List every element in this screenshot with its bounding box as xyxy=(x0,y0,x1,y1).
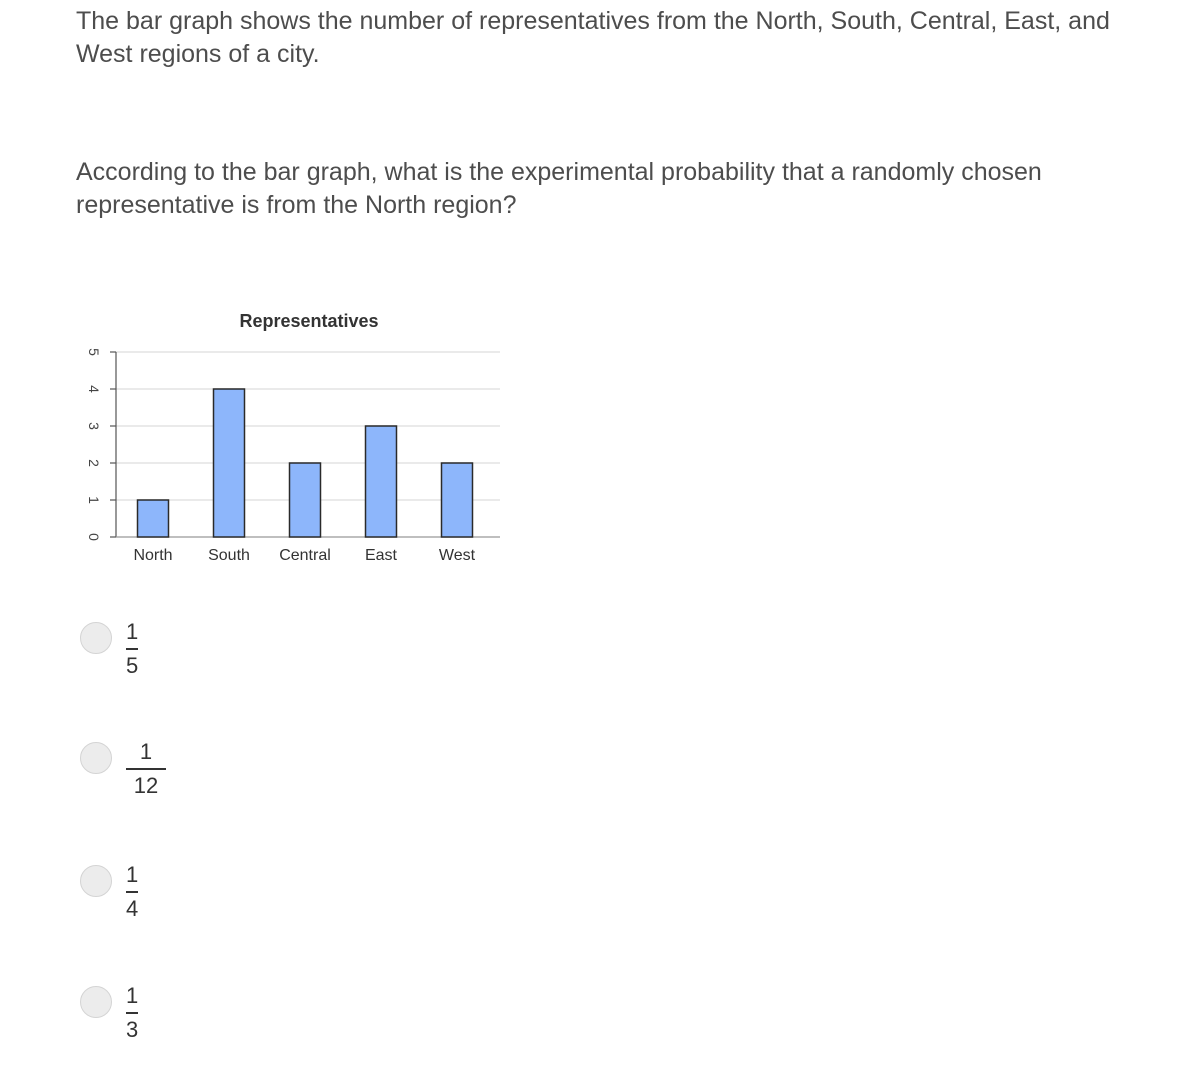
bar-west xyxy=(442,463,473,537)
fraction-4 xyxy=(126,983,138,1043)
x-tick-label-central: Central xyxy=(279,547,331,564)
bar-east xyxy=(366,426,397,537)
x-tick-label-north: North xyxy=(133,547,173,564)
fraction-1-denominator: 5 xyxy=(126,653,139,678)
fraction-4-bar xyxy=(126,1012,138,1014)
y-tick-label-3: 3 xyxy=(86,422,102,430)
y-tick-label-2: 2 xyxy=(86,459,102,467)
question-prompt: According to the bar graph, what is the experimental probability that a randomly chosen representative is from the North region? xyxy=(76,158,1042,219)
fraction-4-denominator: 3 xyxy=(126,1017,139,1042)
fraction-3-denominator: 4 xyxy=(126,896,139,921)
fraction-3-bar xyxy=(126,891,138,893)
fraction-3-numerator: 1 xyxy=(126,862,139,887)
bar-south xyxy=(214,389,245,537)
bar-chart xyxy=(0,300,520,570)
y-tick-label-0: 0 xyxy=(86,533,102,541)
radio-button-2[interactable] xyxy=(80,742,112,774)
radio-button-1[interactable] xyxy=(80,622,112,654)
question-intro: The bar graph shows the number of representatives from the North, South, Central, East, and West regions of a city. xyxy=(76,7,1110,68)
x-tick-label-west: West xyxy=(438,547,476,564)
radio-button-4[interactable] xyxy=(80,986,112,1018)
bar-north xyxy=(138,500,169,537)
fraction-1 xyxy=(126,619,138,679)
bar-central xyxy=(290,463,321,537)
chart-title: Representatives xyxy=(239,311,379,331)
x-tick-label-south: South xyxy=(208,547,250,564)
fraction-2 xyxy=(126,739,166,799)
x-tick-label-east: East xyxy=(364,547,398,564)
fraction-3 xyxy=(126,862,138,922)
fraction-1-bar xyxy=(126,648,138,650)
fraction-2-bar xyxy=(126,768,166,770)
fraction-2-denominator: 12 xyxy=(133,773,159,798)
fraction-4-numerator: 1 xyxy=(126,983,139,1008)
y-tick-label-5: 5 xyxy=(86,348,102,356)
fraction-2-numerator: 1 xyxy=(139,739,153,764)
fraction-1-numerator: 1 xyxy=(126,619,139,644)
answer-choice-3[interactable] xyxy=(80,862,280,952)
answer-choice-1[interactable] xyxy=(80,619,280,709)
radio-button-3[interactable] xyxy=(80,865,112,897)
y-tick-label-1: 1 xyxy=(86,496,102,504)
y-tick-label-4: 4 xyxy=(86,385,102,393)
answer-choice-2[interactable] xyxy=(80,739,280,829)
answer-choice-4[interactable] xyxy=(80,983,280,1073)
